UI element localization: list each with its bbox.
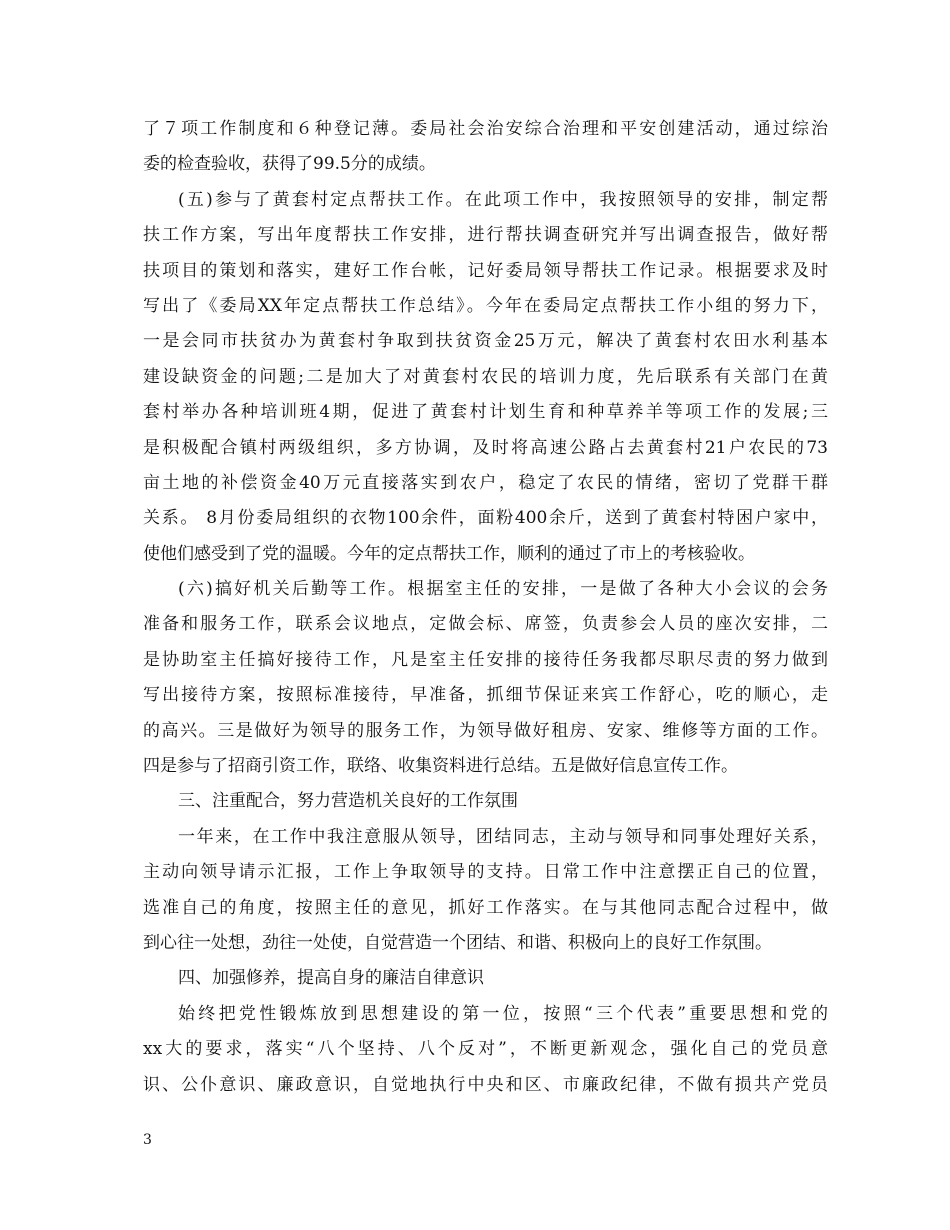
document-body xyxy=(143,112,828,1103)
text-line: 套村举办各种培训班4期，促进了黄套村计划生育和种草养羊等项工作的发展;三 xyxy=(143,402,828,423)
text-line: 扶项目的策划和落实，建好工作台帐，记好委局领导帮扶工作记录。根据要求及时 xyxy=(143,260,828,281)
text-line: 了７项工作制度和６种登记薄。委局社会治安综合治理和平安创建活动，通过综治 xyxy=(143,119,828,139)
text-line: 使他们感受到了党的温暖。今年的定点帮扶工作，顺利的通过了市上的考核验收。 xyxy=(143,543,755,564)
text-line: 准备和服务工作，联系会议地点，定做会标、席签，负责参会人员的座次安排，二 xyxy=(143,614,828,635)
text-line: 到心往一处想，劲往一处使，自觉营造一个团结、和谐、积极向上的良好工作氛围。 xyxy=(143,932,772,953)
text-line: 一年来，在工作中我注意服从领导，团结同志，主动与领导和同事处理好关系， xyxy=(178,826,828,847)
text-line: 一是会同市扶贫办为黄套村争取到扶贫资金25万元，解决了黄套村农田水利基本 xyxy=(143,331,828,352)
text-line: 始终把党性锻炼放到思想建设的第一位，按照“三个代表”重要思想和党的 xyxy=(178,1003,828,1024)
text-line: 写出接待方案，按照标准接待，早准备，抓细节保证来宾工作舒心，吃的顺心，走 xyxy=(143,685,828,706)
section-heading: 三、注重配合，努力营造机关良好的工作氛围 xyxy=(178,791,518,812)
text-line: 的高兴。三是做好为领导的服务工作，为领导做好租房、安家、维修等方面的工作。 xyxy=(143,720,828,741)
text-line: 关系。 8月份委局组织的衣物100余件，面粉400余斤，送到了黄套村特困户家中， xyxy=(143,508,828,529)
text-line: 四是参与了招商引资工作，联络、收集资料进行总结。五是做好信息宣传工作。 xyxy=(143,756,738,777)
section-heading: 四、加强修养，提高自身的廉洁自律意识 xyxy=(178,968,484,989)
text-line: 主动向领导请示汇报，工作上争取领导的支持。日常工作中注意摆正自己的位置， xyxy=(143,862,828,883)
text-line: 选准自己的角度，按照主任的意见，抓好工作落实。在与其他同志配合过程中，做 xyxy=(143,897,828,918)
text-line: (五)参与了黄套村定点帮扶工作。在此项工作中，我按照领导的安排，制定帮 xyxy=(178,189,828,210)
text-line: 建设缺资金的问题;二是加大了对黄套村农民的培训力度，先后联系有关部门在黄 xyxy=(143,366,828,387)
page-number: 3 xyxy=(143,1132,152,1148)
text-line: xx大的要求，落实“八个坚持、八个反对”，不断更新观念，强化自己的党员意 xyxy=(143,1039,828,1060)
text-line: 委的检查验收，获得了99.5分的成绩。 xyxy=(143,154,436,175)
text-line: 识、公仆意识、廉政意识，自觉地执行中央和区、市廉政纪律，不做有损共产党员 xyxy=(143,1074,828,1095)
text-line: 扶工作方案，写出年度帮扶工作安排，进行帮扶调查研究并写出调查报告，做好帮 xyxy=(143,225,828,246)
text-line: (六)搞好机关后勤等工作。根据室主任的安排，一是做了各种大小会议的会务 xyxy=(178,579,828,600)
text-line: 是积极配合镇村两级组织，多方协调，及时将高速公路占去黄套村21户农民的73 xyxy=(143,437,828,458)
text-line: 是协助室主任搞好接待工作，凡是室主任安排的接待任务我都尽职尽责的努力做到 xyxy=(143,649,828,670)
text-line: 写出了《委局XX年定点帮扶工作总结》。今年在委局定点帮扶工作小组的努力下， xyxy=(143,295,828,316)
text-line: 亩土地的补偿资金40万元直接落实到农户，稳定了农民的情绪，密切了党群干群 xyxy=(143,472,828,493)
